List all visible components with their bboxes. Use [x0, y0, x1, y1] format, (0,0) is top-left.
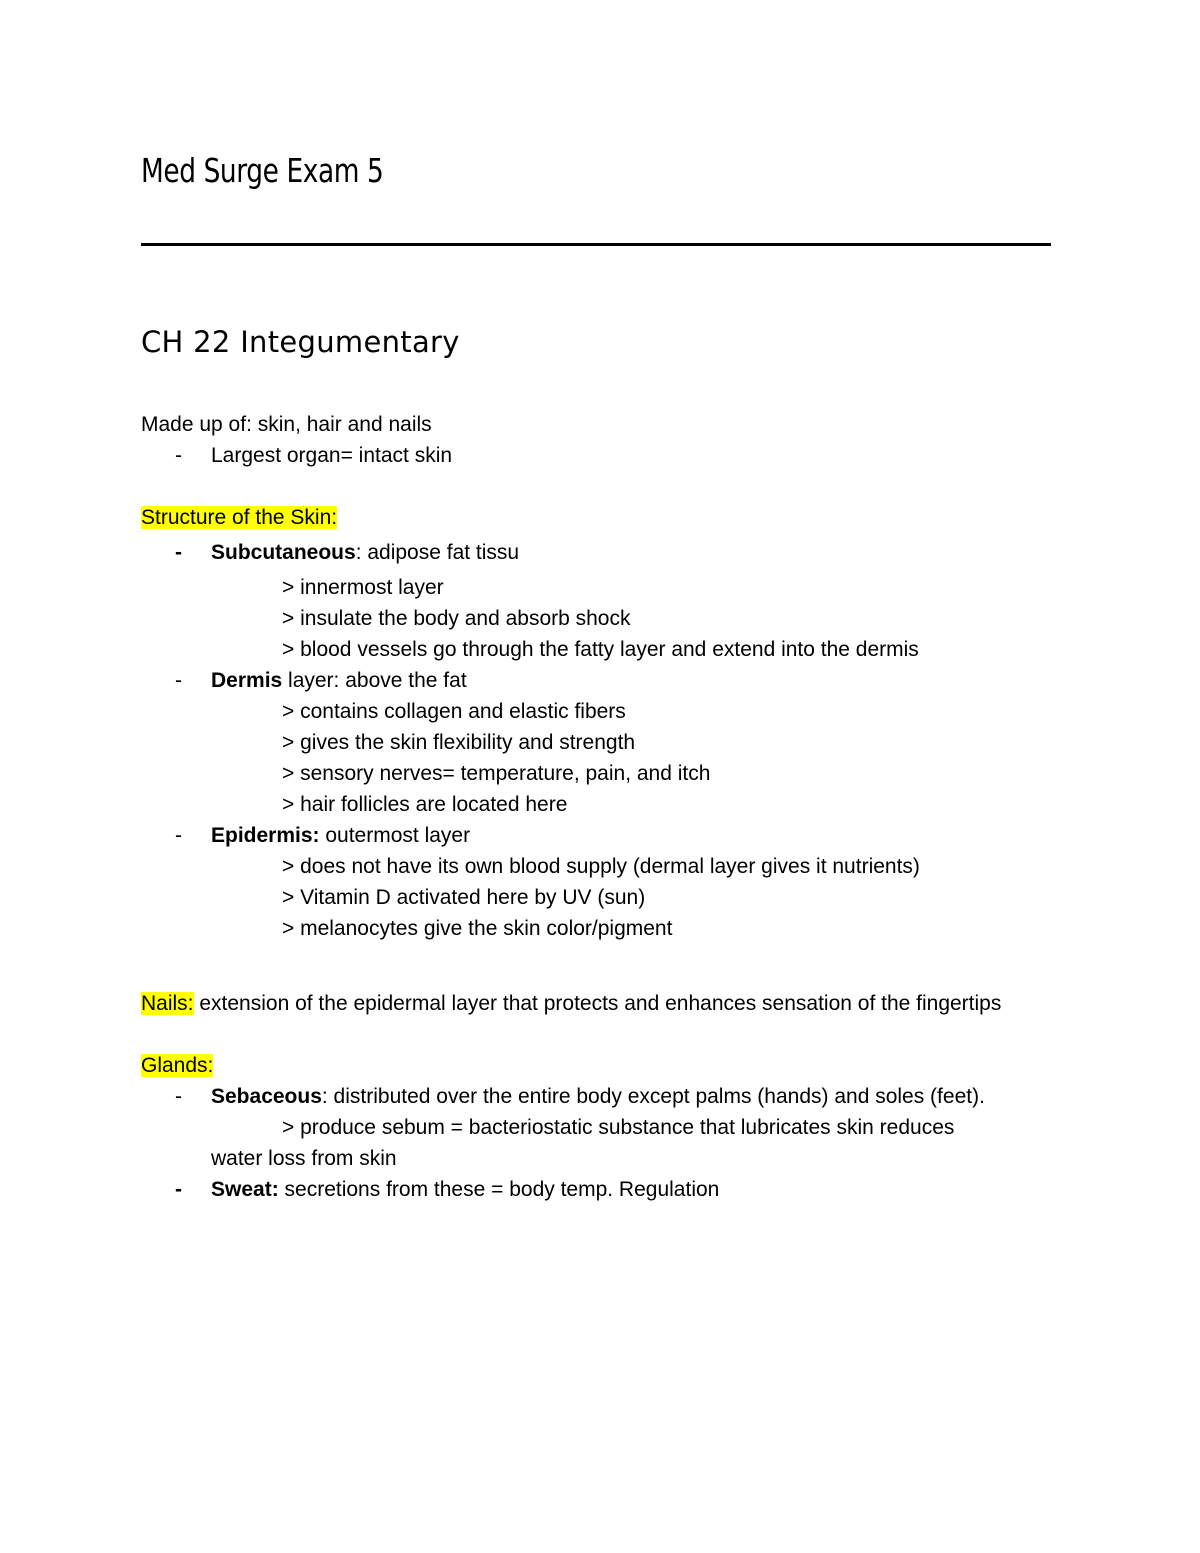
sub-item: > hair follicles are located here [282, 793, 568, 816]
intro-line: Made up of: skin, hair and nails [141, 413, 432, 436]
page-title: Med Surge Exam 5 [141, 151, 384, 190]
glands-heading-line [141, 1050, 1046, 1081]
sub-item: > Vitamin D activated here by UV (sun) [282, 886, 646, 909]
term-dermis: Dermis [211, 669, 283, 692]
dash-bullet: - [175, 1178, 182, 1201]
structure-heading-line [141, 502, 1046, 533]
list-item-dermis [141, 665, 1046, 696]
dash-bullet: - [175, 444, 182, 467]
dash-bullet: - [175, 541, 182, 564]
dash-bullet: - [175, 824, 182, 847]
term-description: : distributed over the entire body except palms (hands) and soles (feet). [321, 1085, 985, 1108]
term-sweat: Sweat: [211, 1178, 279, 1201]
list-item-sweat [141, 1174, 1046, 1205]
list-item-sebaceous [141, 1081, 1021, 1112]
title-divider [141, 243, 1051, 246]
term-description: : adipose fat tissu [355, 541, 520, 564]
dash-bullet: - [175, 1085, 182, 1108]
nails-paragraph [141, 988, 1046, 1019]
glands-heading: Glands: [141, 1054, 214, 1077]
sub-item: > produce sebum = bacteriostatic substance that lubricates skin reduces [282, 1116, 955, 1139]
list-item-text: Largest organ= intact skin [211, 444, 453, 467]
sub-item: > gives the skin flexibility and strength [282, 731, 636, 754]
sub-item: > melanocytes give the skin color/pigment [282, 917, 673, 940]
sub-item: > does not have its own blood supply (dermal layer gives it nutrients) [282, 855, 920, 878]
nails-text: extension of the epidermal layer that protects and enhances sensation of the fingertips [193, 992, 1002, 1015]
term-epidermis: Epidermis: [211, 824, 320, 847]
sub-item: > blood vessels go through the fatty layer and extend into the dermis [282, 638, 919, 661]
sub-item-continuation: water loss from skin [211, 1147, 397, 1170]
sub-item: > contains collagen and elastic fibers [282, 700, 626, 723]
dash-bullet: - [175, 669, 182, 692]
term-description: outermost layer [319, 824, 471, 847]
nails-label: Nails: [141, 992, 194, 1015]
list-item [141, 440, 1046, 471]
structure-heading: Structure of the Skin: [141, 506, 338, 529]
sub-item: > sensory nerves= temperature, pain, and itch [282, 762, 711, 785]
list-item-subcutaneous [141, 537, 1046, 568]
sub-item: > innermost layer [282, 576, 444, 599]
term-subcutaneous: Subcutaneous [211, 541, 356, 564]
section-heading: CH 22 Integumentary [141, 325, 460, 359]
term-description: layer: above the fat [282, 669, 467, 692]
term-description: secretions from these = body temp. Regulation [278, 1178, 720, 1201]
list-item-epidermis [141, 820, 1046, 851]
term-sebaceous: Sebaceous [211, 1085, 322, 1108]
document-body [141, 409, 1046, 1205]
sub-item: > insulate the body and absorb shock [282, 607, 631, 630]
